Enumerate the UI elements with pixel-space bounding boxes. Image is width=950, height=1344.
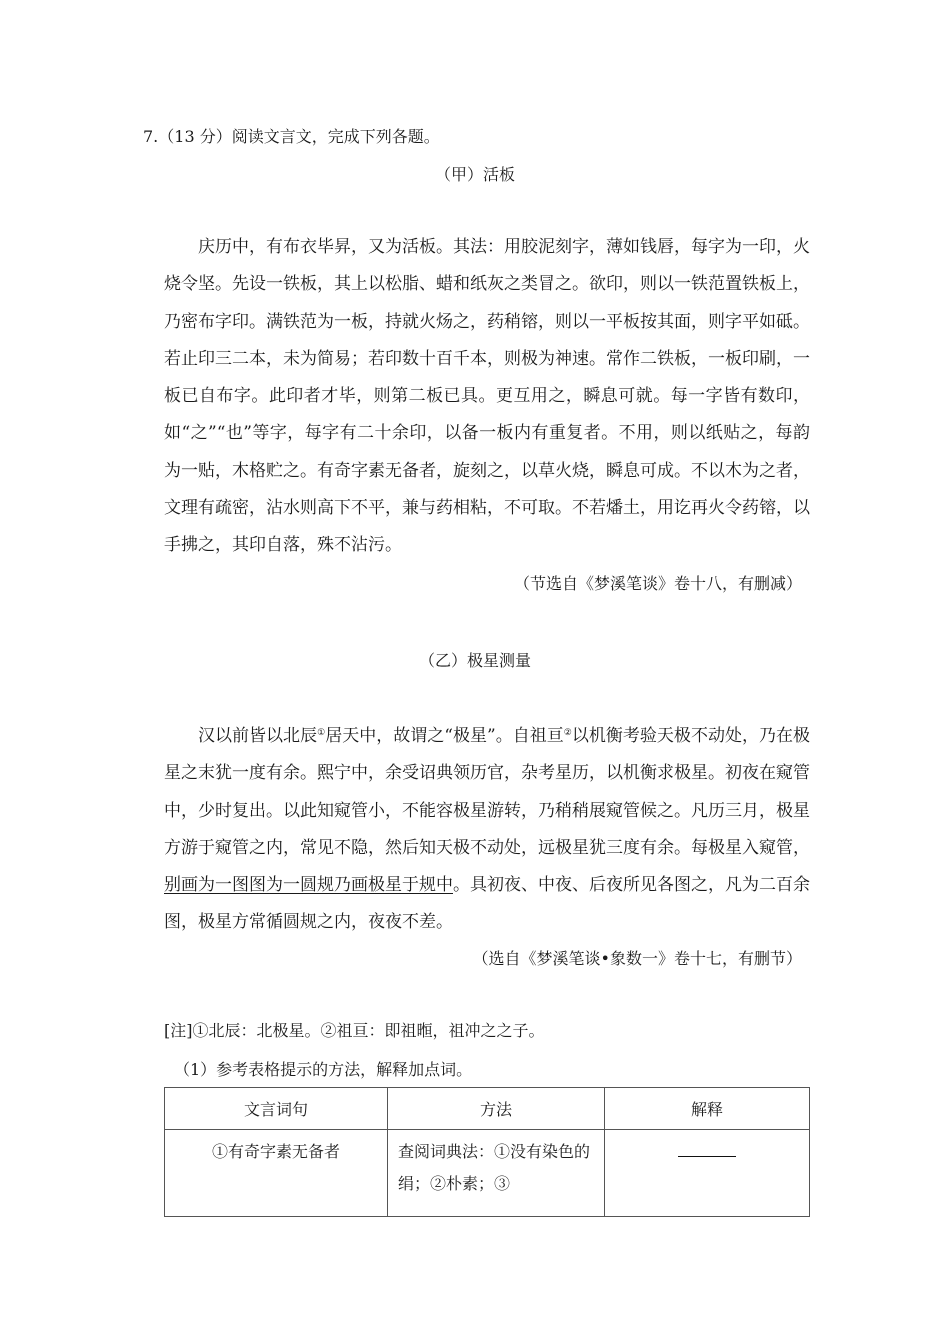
table-cell-phrase: ①有奇字素无备者 [165, 1130, 388, 1217]
method-table [164, 1087, 810, 1217]
table-cell-explanation [605, 1130, 810, 1217]
passage-b-text [164, 715, 810, 942]
table-header-phrase: 文言词句 [165, 1088, 388, 1130]
passage-b-text-1: 汉以前皆以北辰 [198, 726, 318, 746]
passage-b-text-2: 居天中，故谓之“极星”。自祖亘 [325, 726, 564, 746]
underlined-sentence: 别画为一图图为一圆规乃画极星于规中 [164, 875, 453, 896]
table-header-explanation: 解释 [605, 1088, 810, 1130]
sub-question-1: （1）参考表格提示的方法，解释加点词。 [174, 1060, 473, 1079]
footnote-marker-1: ① [317, 728, 326, 738]
table-header-method: 方法 [388, 1088, 605, 1130]
passage-a-text: 庆历中，有布衣毕昇，又为活板。其法：用胶泥刻字，薄如钱唇，每字为一印，火烧令坚。先设一铁板，其上以松脂、蜡和纸灰之类冒之。欲印，则以一铁范置铁板上，乃密布字印。满铁范为一板，持就火炀之，药稍镕，则以一平板按其面，则字平如砥。若止印三二本，未为简易；若印数十百千本，则极为神速。常作二铁板，一板印刷，一板已自布字。此印者才毕，则第二板已具。更互用之，瞬息可就。每一字皆有数印，如“之”“也”等字，每字有二十余印，以备一板内有重复者。不用，则以纸贴之，每韵为一贴，木格贮之。有奇字素无备者，旋刻之，以草火烧，瞬息可成。不以木为之者，文理有疏密，沾水则高下不平，兼与药相粘，不可取。不若燔土，用讫再火令药镕，以手拂之，其印自落，殊不沾污。 [164, 237, 810, 556]
passage-b-text-3: 以机衡考验天极不动处，乃在极星之末犹一度有余。熙宁中，余受诏典领历官，杂考星历，以机衡求极星。初夜在窥管中，少时复出。以此知窥管小，不能容极星游转，乃稍稍展窥管候之。凡历三月，极星方游于窥管之内，常见不隐，然后知天极不动处，远极星犹三度有余。每极星入窥管， [164, 726, 811, 858]
answer-blank[interactable] [678, 1140, 736, 1157]
table-cell-method: 查阅词典法：①没有染色的绢；②朴素；③ [388, 1130, 605, 1217]
passage-b-text-4: 。具初夜、中夜、后夜所见各图之，凡为二百余图，极星方常循圆规之内，夜夜不差。 [164, 875, 810, 933]
footnotes: [注]①北辰：北极星。②祖亘：即祖暅，祖冲之之子。 [164, 1021, 545, 1040]
question-title: 7.（13 分）阅读文言文，完成下列各题。 [143, 127, 440, 146]
passage-a-source: （节选自《梦溪笔谈》卷十八，有删减） [513, 574, 802, 593]
table-header-row [165, 1088, 810, 1130]
passage-b-source: （选自《梦溪笔谈•象数一》卷十七，有删节） [472, 949, 802, 968]
passage-a-title: （甲）活板 [434, 165, 515, 184]
footnote-marker-2: ② [563, 728, 572, 738]
passage-b-title: （乙）极星测量 [418, 651, 531, 670]
table-row [165, 1130, 810, 1217]
